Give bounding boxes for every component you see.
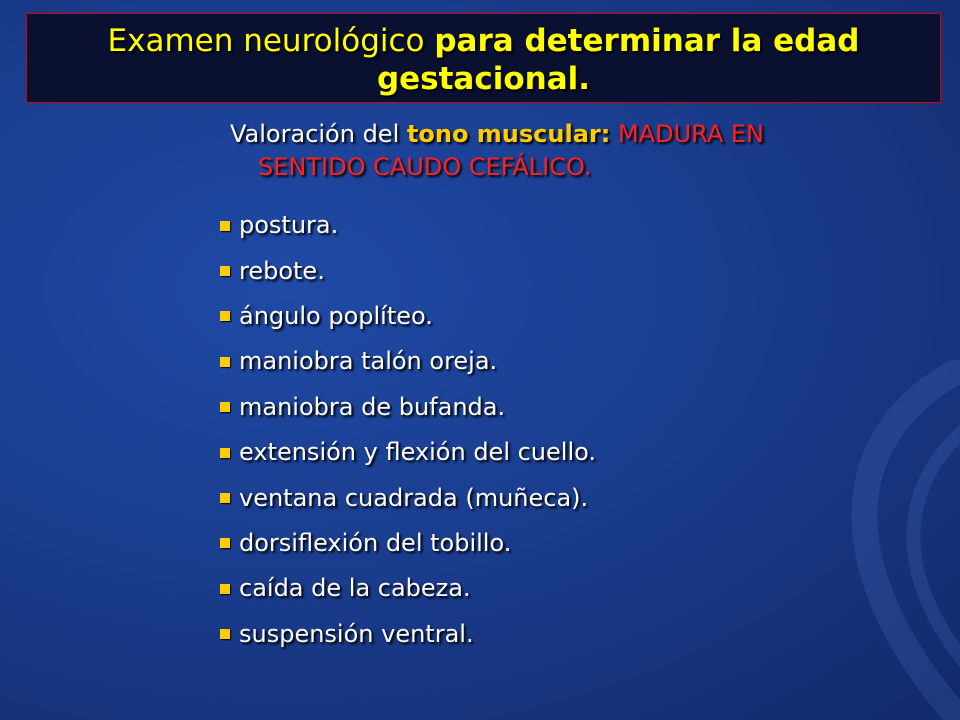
list-item [220, 203, 596, 248]
list-item-label: postura. [239, 211, 339, 240]
intro-prefix: Valoración del [230, 120, 400, 148]
list-item-label: suspensión ventral. [239, 619, 474, 648]
list-item [220, 430, 596, 475]
list-item [220, 385, 596, 430]
list-item [220, 521, 596, 566]
slide-title [26, 13, 941, 103]
square-bullet-icon [220, 402, 230, 412]
list-item-label: ángulo poplíteo. [239, 301, 433, 330]
square-bullet-icon [220, 538, 230, 548]
list-item [220, 612, 596, 657]
square-bullet-icon [220, 266, 230, 276]
square-bullet-icon [220, 448, 230, 458]
bullet-list [220, 203, 596, 657]
square-bullet-icon [220, 493, 230, 503]
square-bullet-icon [220, 311, 230, 321]
list-item-label: ventana cuadrada (muñeca). [239, 483, 589, 512]
intro-highlight: tono muscular: [406, 120, 611, 148]
list-item-label: caída de la cabeza. [239, 574, 471, 603]
square-bullet-icon [220, 357, 230, 367]
list-item-label: maniobra de bufanda. [239, 392, 506, 421]
slide-content [230, 118, 930, 648]
square-bullet-icon [220, 221, 230, 231]
list-item [220, 566, 596, 611]
list-item [220, 339, 596, 384]
square-bullet-icon [220, 584, 230, 594]
list-item-label: extensión y flexión del cuello. [239, 438, 597, 467]
list-item-label: rebote. [239, 256, 325, 285]
intro-red-line1: MADURA EN [617, 120, 765, 148]
intro-red-line2: SENTIDO CAUDO CEFÁLICO. [258, 153, 592, 181]
title-normal-part: Examen neurológico [107, 23, 425, 59]
title-bold-part: para determinar la edad gestacional. [376, 23, 860, 97]
list-item [220, 294, 596, 339]
square-bullet-icon [220, 629, 230, 639]
intro-paragraph [230, 118, 930, 184]
swirl-decoration [780, 360, 960, 720]
list-item-label: dorsiflexión del tobillo. [239, 528, 512, 557]
list-item-label: maniobra talón oreja. [239, 347, 498, 376]
list-item [220, 475, 596, 520]
list-item [220, 248, 596, 293]
